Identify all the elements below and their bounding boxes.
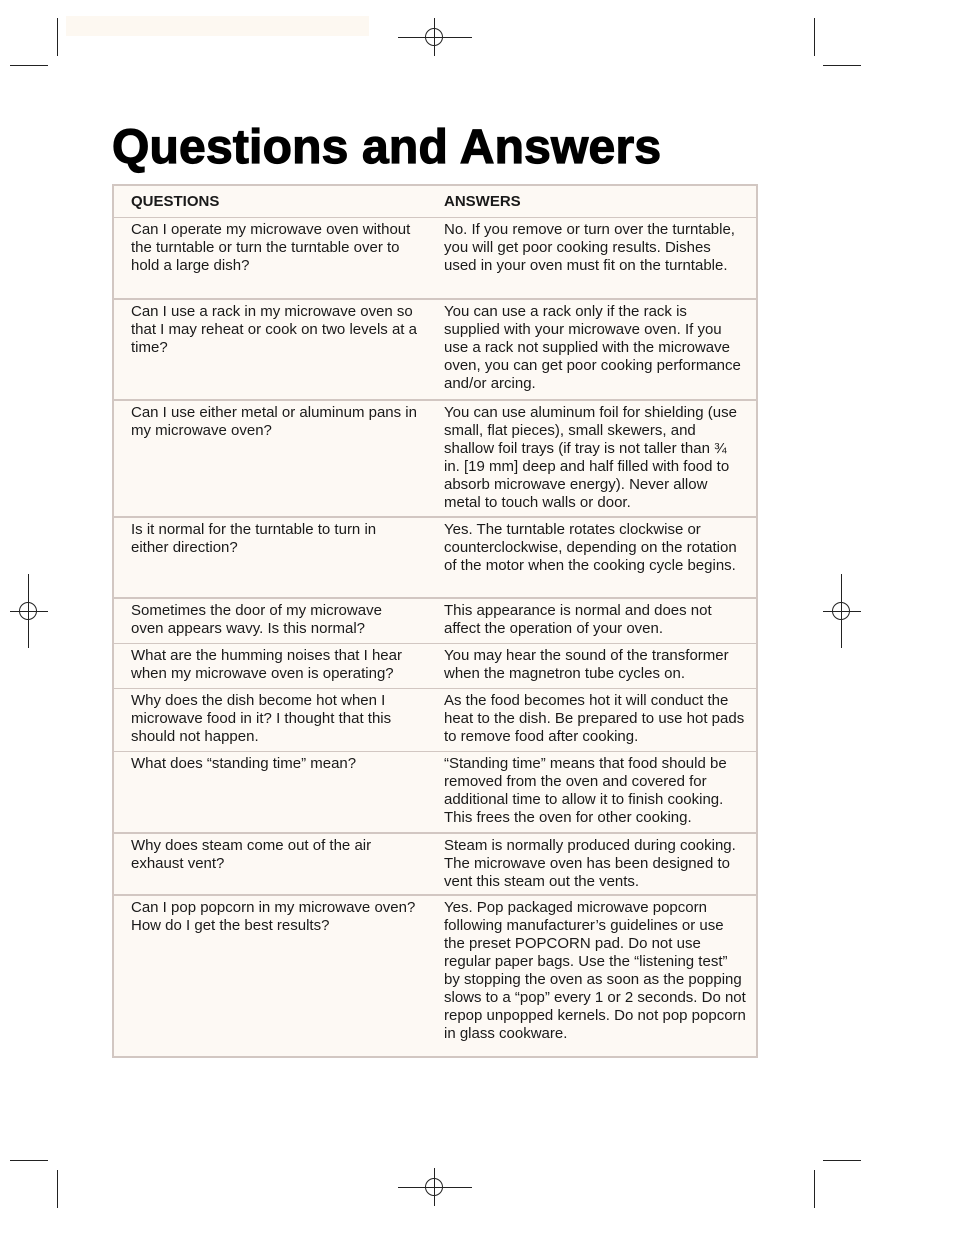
crop-mark	[57, 1170, 58, 1208]
question-cell: What does “standing time” mean?	[131, 755, 357, 772]
table-row	[114, 399, 756, 516]
answer-cell: You can use a rack only if the rack is supplied with your microwave oven. If you use a rack not supplied with the microwave oven, you can get poor cooking performance and/or arcing.	[444, 303, 741, 392]
question-cell: Why does the dish become hot when I microwave food in it? I thought that this should not happen.	[131, 692, 392, 745]
table-row	[114, 688, 756, 751]
answer-cell: No. If you remove or turn over the turntable, you will get poor cooking results. Dishes used in your oven must fit on the turntable.	[444, 221, 735, 274]
question-cell: Can I use either metal or aluminum pans in my microwave oven?	[131, 404, 417, 439]
table-row	[114, 751, 756, 832]
question-cell: Can I use a rack in my microwave oven so that I may reheat or cook on two levels at a time?	[131, 303, 417, 356]
answer-cell: Yes. Pop packaged microwave popcorn following manufacturer’s guidelines or use the preset POPCORN pad. Do not use regular paper bags. Use the “listening test” by stopping the oven as soon as the popping slows to a “pop” every 1 or 2 seconds. Do not repop unpopped kernels. Do not pop popcorn in glass cookware.	[444, 899, 746, 1042]
registration-circle	[425, 1178, 443, 1196]
crop-mark	[823, 65, 861, 66]
table-row	[114, 643, 756, 688]
answer-cell: “Standing time” means that food should be removed from the oven and covered for additional time to allow it to finish cooking. This frees the oven for other cooking.	[444, 755, 727, 826]
answer-cell: Steam is normally produced during cooking. The microwave oven has been designed to vent this steam out the vents.	[444, 837, 736, 890]
table-row	[114, 217, 756, 298]
header-tint-band	[66, 16, 369, 36]
answer-cell: As the food becomes hot it will conduct the heat to the dish. Be prepared to use hot pads to remove food after cooking.	[444, 692, 745, 745]
question-cell: Can I pop popcorn in my microwave oven? How do I get the best results?	[131, 899, 416, 934]
table-row	[114, 832, 756, 894]
question-cell: What are the humming noises that I hear when my microwave oven is operating?	[131, 647, 402, 682]
qa-table	[112, 184, 758, 1058]
table-row	[114, 597, 756, 643]
crop-mark	[57, 18, 58, 56]
crop-mark	[10, 65, 48, 66]
crop-mark	[814, 1170, 815, 1208]
answer-cell: You can use aluminum foil for shielding (use small, flat pieces), small skewers, and shallow foil trays (if tray is not taller than ¾ in. [19 mm] deep and half filled with food to absorb microwave energy). Never allow metal to touch walls or door.	[444, 404, 737, 511]
table-row	[114, 298, 756, 399]
crop-mark	[10, 1160, 48, 1161]
answer-cell: You may hear the sound of the transformer when the magnetron tube cycles on.	[444, 647, 729, 682]
question-cell: Can I operate my microwave oven without the turntable or turn the turntable over to hold a large dish?	[131, 221, 411, 274]
crop-mark	[814, 18, 815, 56]
page-title: Questions and Answers	[112, 121, 662, 174]
question-cell: Sometimes the door of my microwave oven appears wavy. Is this normal?	[131, 602, 382, 637]
answer-cell: This appearance is normal and does not affect the operation of your oven.	[444, 602, 712, 637]
questions-column-header: QUESTIONS	[131, 193, 220, 210]
answers-column-header: ANSWERS	[444, 193, 521, 210]
answer-cell: Yes. The turntable rotates clockwise or counterclockwise, depending on the rotation of the motor when the cooking cycle begins.	[444, 521, 737, 574]
question-cell: Is it normal for the turntable to turn in either direction?	[131, 521, 377, 556]
table-row	[114, 516, 756, 597]
registration-circle	[832, 602, 850, 620]
registration-circle	[425, 28, 443, 46]
table-header-row	[114, 186, 756, 217]
registration-circle	[19, 602, 37, 620]
question-cell: Why does steam come out of the air exhaust vent?	[131, 837, 372, 872]
table-row	[114, 894, 756, 1056]
crop-mark	[823, 1160, 861, 1161]
